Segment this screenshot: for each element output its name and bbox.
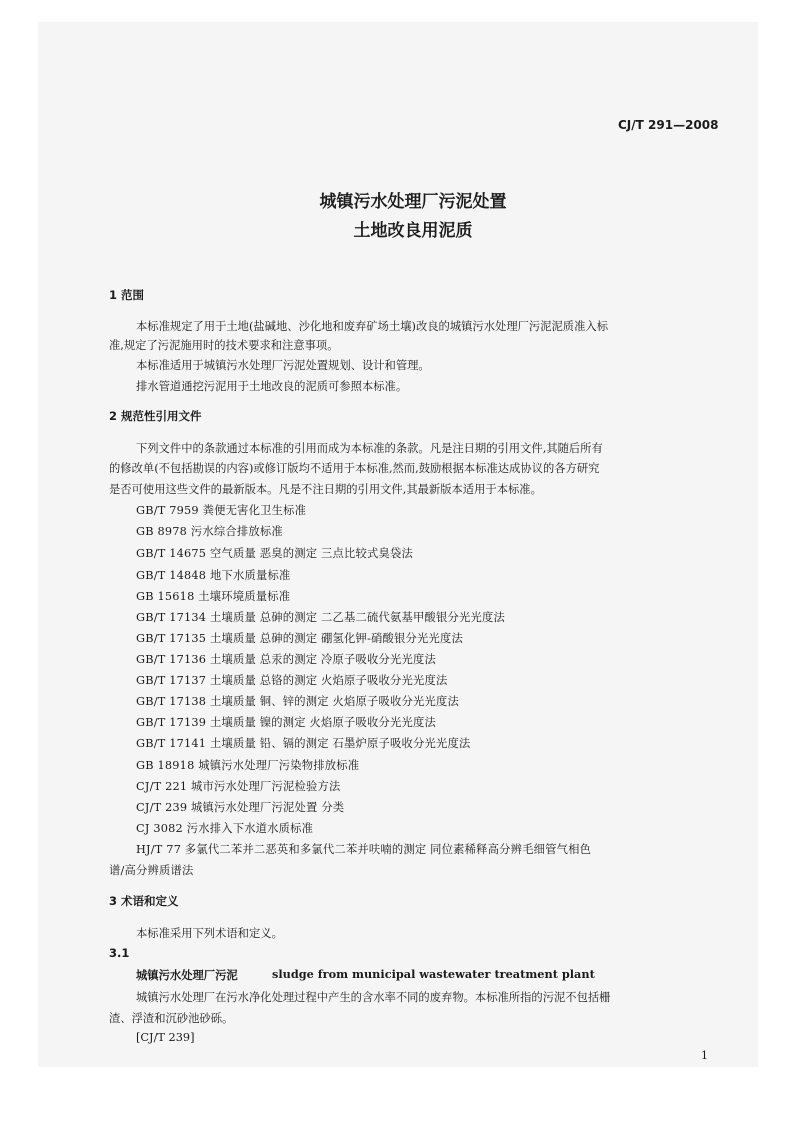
reference-item-continued: 谱/高分辨质谱法 xyxy=(109,864,194,877)
reference-item: CJ 3082 污水排入下水道水质标准 xyxy=(136,822,314,835)
reference-item: GB 8978 污水综合排放标准 xyxy=(136,525,283,538)
reference-item: CJ/T 239 城镇污水处理厂污泥处置 分类 xyxy=(136,801,345,814)
section-2-intro-line: 下列文件中的条款通过本标准的引用而成为本标准的条款。凡是注日期的引用文件,其随后所有 xyxy=(136,442,603,455)
term-number: 3.1 xyxy=(109,946,130,960)
section-1-heading: 1 范围 xyxy=(109,288,145,302)
term-definition-line: 渣、浮渣和沉砂池砂砾。 xyxy=(109,1012,234,1025)
document-title-line1: 城镇污水处理厂污泥处置 xyxy=(319,192,507,212)
reference-item: GB/T 17135 土壤质量 总砷的测定 硼氢化钾-硝酸银分光光度法 xyxy=(136,632,464,645)
page-number: 1 xyxy=(701,1049,708,1062)
reference-item: GB/T 17138 土壤质量 铜、锌的测定 火焰原子吸收分光光度法 xyxy=(136,695,460,708)
reference-item: GB/T 14848 地下水质量标准 xyxy=(136,569,291,582)
reference-item: GB/T 7959 粪便无害化卫生标准 xyxy=(136,504,307,517)
term-definition-line: 城镇污水处理厂在污水净化处理过程中产生的含水率不同的废弃物。本标准所指的污泥不包括栅 xyxy=(136,991,611,1004)
section-1-line: 本标准规定了用于土地(盐碱地、沙化地和废弃矿场土壤)改良的城镇污水处理厂污泥泥质准入标 xyxy=(136,320,608,333)
reference-item: GB/T 17136 土壤质量 总汞的测定 冷原子吸收分光光度法 xyxy=(136,653,437,666)
reference-item: HJ/T 77 多氯代二苯并二恶英和多氯代二苯并呋喃的测定 同位素稀释高分辨毛细管气相色 xyxy=(136,843,592,856)
section-3-intro: 本标准采用下列术语和定义。 xyxy=(136,927,283,940)
reference-item: CJ/T 221 城市污水处理厂污泥检验方法 xyxy=(136,780,341,793)
section-1-line: 排水管道通挖污泥用于土地改良的泥质可参照本标准。 xyxy=(136,380,408,393)
reference-item: GB/T 17134 土壤质量 总砷的测定 二乙基二硫代氨基甲酸银分光光度法 xyxy=(136,611,505,624)
reference-item: GB/T 17141 土壤质量 铅、镉的测定 石墨炉原子吸收分光光度法 xyxy=(136,737,471,750)
reference-item: GB/T 17137 土壤质量 总铬的测定 火焰原子吸收分光光度法 xyxy=(136,674,448,687)
section-1-line: 本标准适用于城镇污水处理厂污泥处置规划、设计和管理。 xyxy=(136,359,430,372)
reference-item: GB 18918 城镇污水处理厂污染物排放标准 xyxy=(136,759,360,772)
standard-code: CJ/T 291—2008 xyxy=(618,118,719,132)
reference-item: GB 15618 土壤环境质量标准 xyxy=(136,590,291,603)
section-3-heading: 3 术语和定义 xyxy=(109,894,179,908)
reference-item: GB/T 17139 土壤质量 镍的测定 火焰原子吸收分光光度法 xyxy=(136,716,437,729)
section-2-intro-line: 的修改单(不包括勘误的内容)或修订版均不适用于本标准,然而,鼓励根据本标准达成协议的各方研究 xyxy=(109,462,600,475)
term-title-english: sludge from municipal wastewater treatment plant xyxy=(272,967,595,981)
term-source: [CJ/T 239] xyxy=(136,1031,195,1044)
term-title-chinese: 城镇污水处理厂污泥 xyxy=(136,968,238,982)
section-2-intro-line: 是否可使用这些文件的最新版本。凡是不注日期的引用文件,其最新版本适用于本标准。 xyxy=(109,483,542,496)
section-1-line: 准,规定了污泥施用时的技术要求和注意事项。 xyxy=(109,339,339,352)
document-title-line2: 土地改良用泥质 xyxy=(353,221,473,241)
section-2-heading: 2 规范性引用文件 xyxy=(109,409,202,423)
reference-item: GB/T 14675 空气质量 恶臭的测定 三点比较式臭袋法 xyxy=(136,547,414,560)
